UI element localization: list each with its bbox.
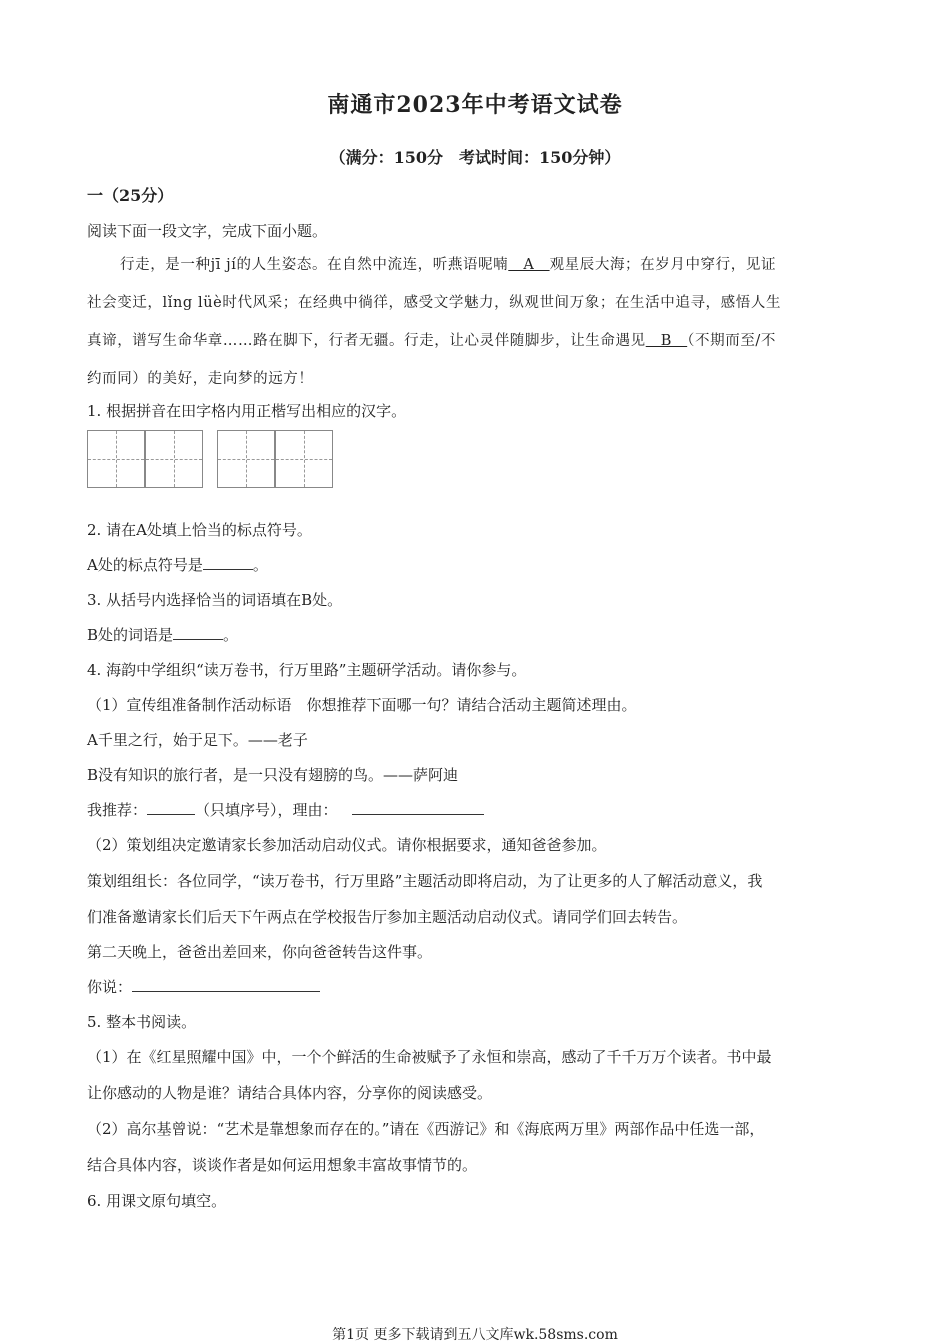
- blank-a: A: [508, 257, 550, 273]
- question-5: 5. 整本书阅读。: [87, 1013, 197, 1031]
- passage-text: 行走，是一种jī jí的人生姿态。在自然中流连，听燕语呢喃: [120, 257, 509, 273]
- question-5-part-1-a: （1）在《红星照耀中国》中，一个个鲜活的生命被赋予了永恒和崇高，感动了千千万万个读者。书中最: [87, 1048, 772, 1066]
- question-2-answer: [87, 554, 268, 575]
- grid-cell[interactable]: [275, 430, 333, 488]
- answer-blank[interactable]: [173, 625, 223, 640]
- answer-blank[interactable]: [203, 555, 253, 570]
- recommend-label: 我推荐：: [87, 801, 148, 819]
- say-line: [87, 976, 320, 997]
- question-2: 2. 请在A处填上恰当的标点符号。: [87, 521, 312, 539]
- page-footer: 第1页 更多下载请到五八文库wk.58sms.com: [332, 1327, 618, 1343]
- passage-text: 观星辰大海；在岁月中穿行，见证: [549, 257, 777, 273]
- option-b: B没有知识的旅行者，是一只没有翅膀的鸟。——萨阿迪: [87, 766, 459, 784]
- question-4-part-1: （1）宣传组准备制作活动标语 你想推荐下面哪一句？请结合活动主题简述理由。: [87, 696, 637, 714]
- grid-cell[interactable]: [87, 430, 145, 488]
- page-title: 南通市2023年中考语文试卷: [327, 92, 623, 118]
- exam-info: （满分：150分 考试时间：150分钟）: [329, 148, 621, 167]
- question-3: 3. 从括号内选择恰当的词语填在B处。: [87, 591, 343, 609]
- section-heading: 一（25分）: [87, 186, 174, 205]
- passage-line-2: 社会变迁，lǐng lüè时代风采；在经典中徜徉，感受文学魅力，纵观世间万象；在生活中追寻，感悟人生: [87, 295, 782, 311]
- option-a: A千里之行，始于足下。——老子: [87, 731, 308, 749]
- answer-label: A处的标点符号是: [87, 556, 203, 574]
- question-5-part-2-b: 结合具体内容，谈谈作者是如何运用想象丰富故事情节的。: [87, 1156, 478, 1174]
- recommend-blank[interactable]: [147, 800, 195, 815]
- say-blank[interactable]: [132, 977, 320, 992]
- notice-text-2: 们准备邀请家长们后天下午两点在学校报告厅参加主题活动启动仪式。请同学们回去转告。: [87, 908, 688, 926]
- answer-label: B处的词语是: [87, 626, 174, 644]
- reason-blank[interactable]: [352, 800, 484, 815]
- answer-end: 。: [252, 556, 268, 574]
- notice-text-3: 第二天晚上，爸爸出差回来，你向爸爸转告这件事。: [87, 943, 433, 961]
- notice-text-1: 策划组组长：各位同学，“读万卷书，行万里路”主题活动即将启动，为了让更多的人了解活动意义，我: [87, 872, 763, 890]
- passage-line-4: 约而同）的美好，走向梦的远方！: [87, 371, 314, 387]
- blank-b: B: [645, 333, 688, 349]
- passage-text: （不期而至/不: [687, 333, 777, 349]
- question-3-answer: [87, 624, 238, 645]
- question-4: 4. 海韵中学组织“读万卷书，行万里路”主题研学活动。请你参与。: [87, 661, 527, 679]
- question-4-part-2: （2）策划组决定邀请家长参加活动启动仪式。请你根据要求，通知爸爸参加。: [87, 836, 607, 854]
- recommend-line: [87, 799, 484, 820]
- question-5-part-1-b: 让你感动的人物是谁？请结合具体内容，分享你的阅读感受。: [87, 1084, 493, 1102]
- reason-label: （只填序号），理由：: [195, 801, 338, 819]
- grid-cell[interactable]: [217, 430, 275, 488]
- question-1: 1. 根据拼音在田字格内用正楷写出相应的汉字。: [87, 402, 407, 420]
- question-5-part-2-a: （2）高尔基曾说：“艺术是靠想象而存在的。”请在《西游记》和《海底两万里》两部作品中任选一部，: [87, 1120, 765, 1138]
- passage-line-1: [120, 253, 776, 274]
- grid-cell[interactable]: [145, 430, 203, 488]
- passage-line-3: [87, 329, 776, 350]
- question-6: 6. 用课文原句填空。: [87, 1192, 227, 1210]
- answer-end: 。: [223, 626, 239, 644]
- say-label: 你说：: [87, 978, 133, 996]
- passage-text: 真谛，谱写生命华章……路在脚下，行者无疆。行走，让心灵伴随脚步，让生命遇见: [87, 333, 646, 349]
- reading-instruction: 阅读下面一段文字，完成下面小题。: [87, 222, 328, 240]
